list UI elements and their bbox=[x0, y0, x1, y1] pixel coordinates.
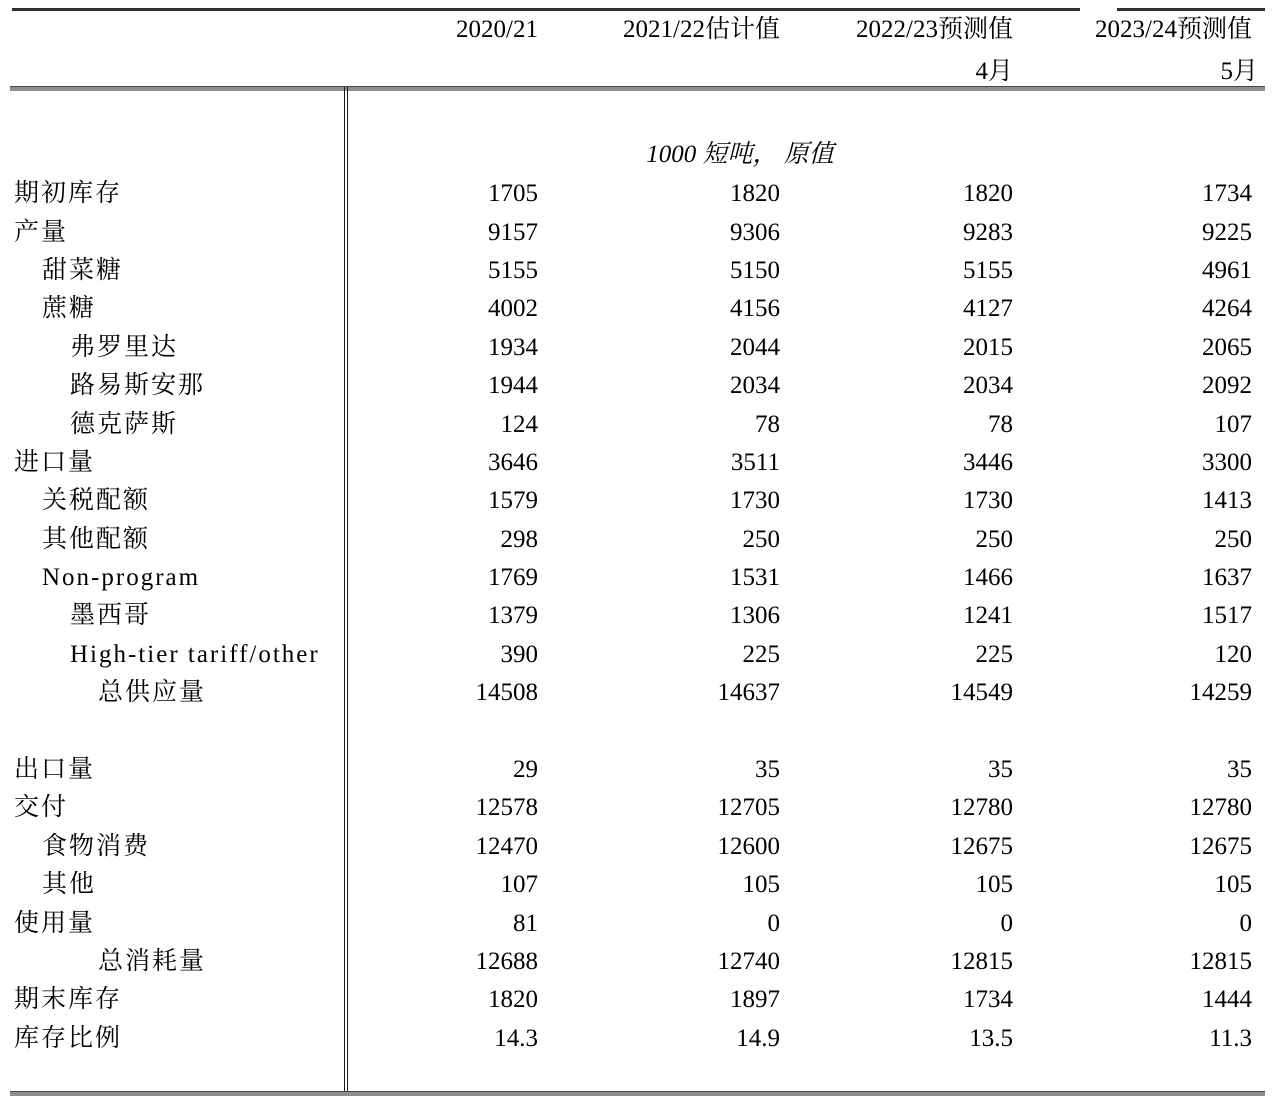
cell-value: 2034 bbox=[730, 372, 780, 400]
cell-value: 105 bbox=[742, 871, 780, 899]
table-body bbox=[0, 175, 1275, 1058]
cell-value: 1934 bbox=[488, 333, 538, 361]
cell-value: 35 bbox=[1227, 756, 1252, 784]
cell-value: 78 bbox=[988, 410, 1013, 438]
cell-value: 9225 bbox=[1202, 218, 1252, 246]
table-row bbox=[0, 943, 1275, 981]
row-label: 交付 bbox=[14, 794, 69, 822]
row-label: 甜菜糖 bbox=[42, 256, 124, 284]
cell-value: 1517 bbox=[1202, 602, 1252, 630]
cell-value: 12740 bbox=[717, 948, 780, 975]
cell-value: 9306 bbox=[730, 218, 780, 246]
column-header-2022-23-forecast: 2022/23预测值 bbox=[856, 16, 1013, 43]
row-label: 路易斯安那 bbox=[70, 372, 206, 400]
cell-value: 2092 bbox=[1202, 372, 1252, 400]
table-row bbox=[0, 904, 1275, 942]
cell-value: 12780 bbox=[1189, 794, 1252, 822]
cell-value: 225 bbox=[742, 640, 780, 668]
row-label: 关税配额 bbox=[42, 487, 151, 515]
cell-value: 105 bbox=[1214, 871, 1252, 899]
cell-value: 12705 bbox=[717, 794, 780, 822]
cell-value: 390 bbox=[500, 640, 538, 668]
cell-value: 13.5 bbox=[969, 1024, 1013, 1052]
cell-value: 120 bbox=[1214, 640, 1252, 668]
cell-value: 5150 bbox=[730, 256, 780, 284]
cell-value: 3300 bbox=[1202, 448, 1252, 476]
cell-value: 78 bbox=[755, 410, 780, 438]
table-row bbox=[0, 828, 1275, 866]
row-label: 蔗糖 bbox=[42, 295, 97, 323]
row-label: 其他配额 bbox=[42, 525, 151, 553]
cell-value: 4002 bbox=[488, 295, 538, 323]
cell-value: 9283 bbox=[963, 218, 1013, 246]
cell-value: 4127 bbox=[963, 295, 1013, 323]
row-label: 其他 bbox=[42, 871, 97, 899]
row-label: 总消耗量 bbox=[98, 948, 207, 975]
cell-value: 3511 bbox=[730, 448, 780, 476]
table-row bbox=[0, 252, 1275, 290]
row-label: 产量 bbox=[14, 218, 69, 246]
cell-value: 81 bbox=[513, 909, 538, 937]
cell-value: 14.9 bbox=[736, 1024, 780, 1052]
table-row bbox=[0, 674, 1275, 712]
cell-value: 12815 bbox=[1189, 948, 1252, 975]
cell-value: 0 bbox=[1239, 909, 1252, 937]
cell-value: 3646 bbox=[488, 448, 538, 476]
column-header-2020-21: 2020/21 bbox=[456, 16, 538, 43]
table-row bbox=[0, 444, 1275, 482]
cell-value: 4961 bbox=[1202, 256, 1252, 284]
cell-value: 35 bbox=[988, 756, 1013, 784]
table-row bbox=[0, 367, 1275, 405]
cell-value: 1306 bbox=[730, 602, 780, 630]
cell-value: 12675 bbox=[950, 832, 1013, 860]
top-border-segment-right bbox=[1117, 8, 1265, 11]
table-row bbox=[0, 981, 1275, 1019]
table-row bbox=[0, 751, 1275, 789]
cell-value: 250 bbox=[975, 525, 1013, 553]
cell-value: 12470 bbox=[475, 832, 538, 860]
cell-value: 2044 bbox=[730, 333, 780, 361]
cell-value: 1413 bbox=[1202, 487, 1252, 515]
cell-value: 1444 bbox=[1202, 986, 1252, 1014]
cell-value: 107 bbox=[500, 871, 538, 899]
table-row bbox=[0, 1020, 1275, 1058]
cell-value: 1466 bbox=[963, 564, 1013, 592]
cell-value: 1820 bbox=[488, 986, 538, 1014]
row-label: 弗罗里达 bbox=[70, 333, 179, 361]
cell-value: 1734 bbox=[1202, 180, 1252, 208]
cell-value: 4156 bbox=[730, 295, 780, 323]
cell-value: 12780 bbox=[950, 794, 1013, 822]
row-label: 墨西哥 bbox=[70, 602, 152, 630]
cell-value: 9157 bbox=[488, 218, 538, 246]
cell-value: 250 bbox=[742, 525, 780, 553]
cell-value: 0 bbox=[1000, 909, 1013, 937]
table-row bbox=[0, 482, 1275, 520]
row-label: High-tier tariff/other bbox=[70, 640, 320, 668]
cell-value: 124 bbox=[500, 410, 538, 438]
row-label: 总供应量 bbox=[98, 679, 207, 707]
cell-value: 4264 bbox=[1202, 295, 1252, 323]
row-label: 库存比例 bbox=[14, 1024, 123, 1052]
cell-value: 12578 bbox=[475, 794, 538, 822]
row-label: 食物消费 bbox=[42, 832, 151, 860]
cell-value: 1379 bbox=[488, 602, 538, 630]
bottom-border-rule bbox=[10, 1091, 1265, 1096]
table-row bbox=[0, 175, 1275, 213]
sub-header-may: 5月 bbox=[1220, 58, 1258, 85]
cell-value: 12688 bbox=[475, 948, 538, 975]
sub-header-april: 4月 bbox=[975, 58, 1013, 85]
unit-note: 1000 短吨， 原值 bbox=[646, 141, 834, 168]
cell-value: 14637 bbox=[717, 679, 780, 707]
table-row bbox=[0, 213, 1275, 251]
table-row bbox=[0, 521, 1275, 559]
cell-value: 105 bbox=[975, 871, 1013, 899]
cell-value: 1730 bbox=[963, 487, 1013, 515]
cell-value: 107 bbox=[1214, 410, 1252, 438]
cell-value: 1944 bbox=[488, 372, 538, 400]
cell-value: 1897 bbox=[730, 986, 780, 1014]
cell-value: 12675 bbox=[1189, 832, 1252, 860]
table-row bbox=[0, 559, 1275, 597]
table-row bbox=[0, 636, 1275, 674]
cell-value: 14549 bbox=[950, 679, 1013, 707]
table-row bbox=[0, 290, 1275, 328]
column-header-2023-24-forecast: 2023/24预测值 bbox=[1095, 16, 1252, 43]
cell-value: 1730 bbox=[730, 487, 780, 515]
cell-value: 0 bbox=[767, 909, 780, 937]
cell-value: 1769 bbox=[488, 564, 538, 592]
column-header-2021-22-estimate: 2021/22估计值 bbox=[623, 16, 780, 43]
cell-value: 1820 bbox=[730, 180, 780, 208]
table-row bbox=[0, 405, 1275, 443]
row-label: 期初库存 bbox=[14, 180, 123, 208]
cell-value: 11.3 bbox=[1209, 1024, 1252, 1052]
cell-value: 5155 bbox=[488, 256, 538, 284]
cell-value: 29 bbox=[513, 756, 538, 784]
row-label: Non-program bbox=[42, 564, 201, 592]
cell-value: 1637 bbox=[1202, 564, 1252, 592]
cell-value: 1705 bbox=[488, 180, 538, 208]
row-label: 使用量 bbox=[14, 909, 96, 937]
row-label: 期末库存 bbox=[14, 986, 123, 1014]
spacer-row bbox=[0, 712, 1275, 750]
table-row bbox=[0, 597, 1275, 635]
cell-value: 1820 bbox=[963, 180, 1013, 208]
cell-value: 250 bbox=[1214, 525, 1252, 553]
cell-value: 1531 bbox=[730, 564, 780, 592]
cell-value: 2065 bbox=[1202, 333, 1252, 361]
cell-value: 298 bbox=[500, 525, 538, 553]
top-border-segment-left bbox=[12, 8, 1080, 11]
cell-value: 2034 bbox=[963, 372, 1013, 400]
cell-value: 2015 bbox=[963, 333, 1013, 361]
row-label: 进口量 bbox=[14, 448, 96, 476]
cell-value: 12815 bbox=[950, 948, 1013, 975]
cell-value: 225 bbox=[975, 640, 1013, 668]
table-row bbox=[0, 866, 1275, 904]
cell-value: 35 bbox=[755, 756, 780, 784]
cell-value: 14259 bbox=[1189, 679, 1252, 707]
header-divider-rule bbox=[10, 86, 1265, 91]
cell-value: 14.3 bbox=[494, 1024, 538, 1052]
table-row bbox=[0, 329, 1275, 367]
cell-value: 12600 bbox=[717, 832, 780, 860]
row-label: 德克萨斯 bbox=[70, 410, 179, 438]
cell-value: 1579 bbox=[488, 487, 538, 515]
cell-value: 14508 bbox=[475, 679, 538, 707]
cell-value: 5155 bbox=[963, 256, 1013, 284]
cell-value: 1734 bbox=[963, 986, 1013, 1014]
table-row bbox=[0, 789, 1275, 827]
cell-value: 3446 bbox=[963, 448, 1013, 476]
cell-value: 1241 bbox=[963, 602, 1013, 630]
row-label: 出口量 bbox=[14, 756, 96, 784]
